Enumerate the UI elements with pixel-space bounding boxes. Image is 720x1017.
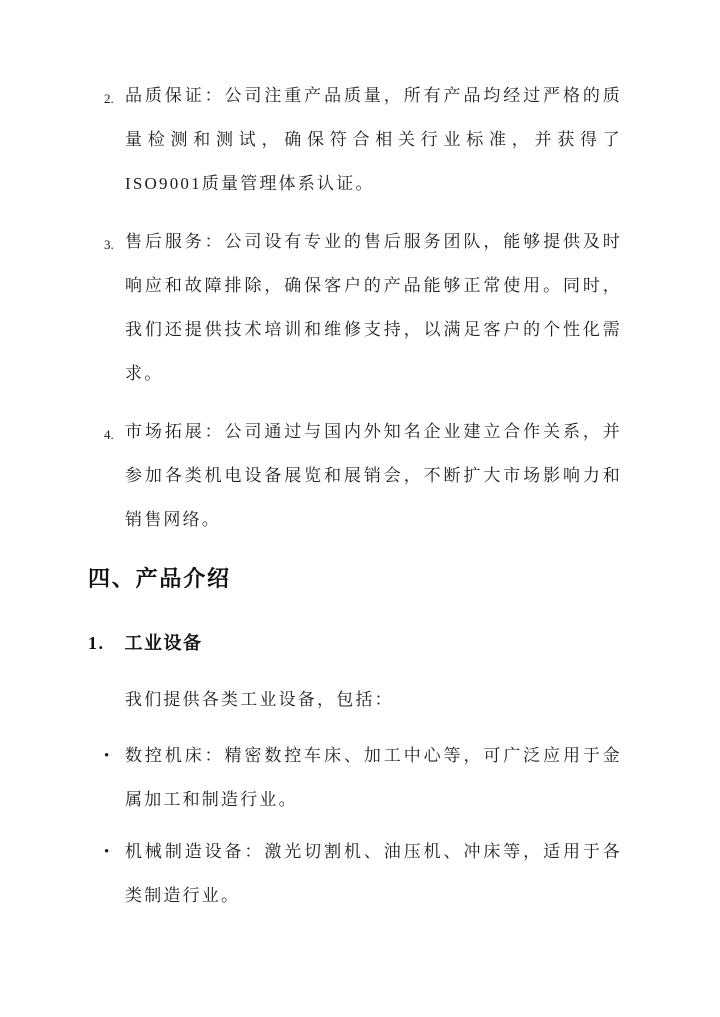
list-item-text: 品质保证：公司注重产品质量，所有产品均经过严格的质量检测和测试，确保符合相关行业标准，并获得了ISO9001质量管理体系认证。 (125, 86, 622, 193)
bullet-item-text: 数控机床：精密数控车床、加工中心等，可广泛应用于金属加工和制造行业。 (125, 746, 622, 809)
bullet-icon: • (104, 844, 110, 860)
sub-heading (88, 630, 630, 656)
list-number: 4. (104, 427, 114, 442)
intro-paragraph: 我们提供各类工业设备，包括： (125, 690, 394, 709)
bullet-item-2 (104, 830, 622, 918)
bullet-icon: • (104, 748, 110, 764)
section-heading: 四、产品介绍 (88, 566, 231, 591)
numbered-item-3 (104, 220, 622, 396)
document-content (0, 74, 720, 918)
list-number: 3. (104, 237, 114, 252)
bullet-item-1 (104, 734, 622, 822)
list-item-text: 市场拓展：公司通过与国内外知名企业建立合作关系，并参加各类机电设备展览和展销会，不断扩大市场影响力和销售网络。 (125, 422, 622, 529)
sub-heading-title: 工业设备 (124, 633, 203, 653)
numbered-item-4 (104, 410, 622, 542)
list-number: 2. (104, 91, 114, 106)
numbered-item-2 (104, 74, 622, 206)
bullet-item-text: 机械制造设备：激光切割机、油压机、冲床等，适用于各类制造行业。 (125, 842, 622, 905)
sub-heading-number: 1. (88, 633, 105, 653)
list-item-text: 售后服务：公司设有专业的售后服务团队，能够提供及时响应和故障排除，确保客户的产品能够正常使用。同时，我们还提供技术培训和维修支持，以满足客户的个性化需求。 (125, 232, 622, 383)
